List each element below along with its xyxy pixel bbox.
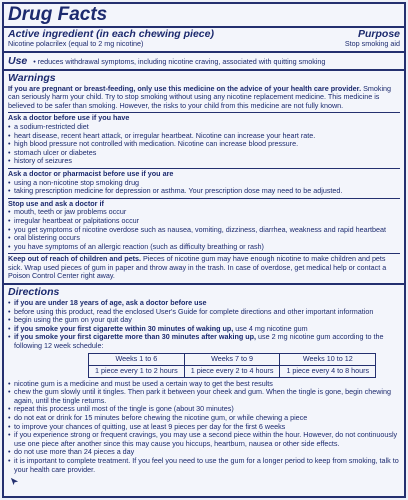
stop-use-heading: Stop use and ask a doctor if (8, 198, 104, 208)
directions-list-before (8, 299, 400, 351)
directions-section (4, 298, 404, 476)
list-item: • chew the gum slowly until it tingles. Then park it between your cheek and gum. When the tingle is gone, begin chewing again, until the tingle returns. (8, 388, 400, 405)
pregnancy-text: Smoking can seriously harm your child. Try to stop smoking without using any nicotine replacement medicine. This medicine is believed to be safer than smoking. However, the risks to your child from this medicine are not fully known. (8, 83, 392, 110)
list-item (8, 333, 400, 350)
arrow-pointer-icon (10, 477, 19, 488)
list-item-bold: if you smoke your first cigarette more than 30 minutes after waking up, (14, 332, 257, 342)
page-title: Drug Facts (8, 4, 108, 25)
list-item: • a sodium-restricted diet (8, 123, 400, 132)
use-heading: Use (8, 54, 28, 67)
list-item: • it is important to complete treatment. If you feel you need to use the gum for a longer period to keep from smoking, talk to your health care provider. (8, 457, 400, 474)
list-item-text: before using this product, read the enclosed User's Guide for complete directions and other important information (14, 306, 374, 316)
active-ingredient-row (4, 40, 404, 51)
list-item: • if you experience strong or frequent cravings, you may use a second piece within the hour. However, do not continuously use one piece after another since this may cause you hiccups, heartburn, nausea or other side effects. (8, 431, 400, 448)
list-item: • do not eat or drink for 15 minutes before chewing the nicotine gum, or while chewing a piece (8, 414, 400, 423)
ingredient-text: Nicotine polacrilex (equal to 2 mg nicotine) (8, 39, 144, 48)
list-item: • high blood pressure not controlled with medication. Nicotine can increase blood pressure. (8, 140, 400, 149)
list-item: • nicotine gum is a medicine and must be used a certain way to get the best results (8, 380, 400, 389)
keep-text: Pieces of nicotine gum may have enough nicotine to make children and pets sick. Wrap used pieces of gum in paper and throw away in the trash. In case of overdose, get medical help or contact a Poison Control Center right away. (8, 254, 387, 281)
list-item: • mouth, teeth or jaw problems occur (8, 208, 400, 217)
list-item: • irregular heartbeat or palpitations occur (8, 217, 400, 226)
schedule-header-row (89, 353, 376, 365)
stop-use-section (4, 199, 404, 254)
schedule-header-cell: Weeks 7 to 9 (184, 353, 280, 365)
pregnancy-warning (4, 84, 404, 113)
schedule-value-cell: 1 piece every 2 to 4 hours (184, 365, 280, 377)
stop-use-list (8, 208, 400, 251)
active-ingredient-heading: Active ingredient (in each chewing piece) (8, 28, 214, 40)
list-item: • taking prescription medicine for depression or asthma. Your prescription dose may need to be adjusted. (8, 187, 400, 196)
list-item: • heart disease, recent heart attack, or irregular heartbeat. Nicotine can increase your heart rate. (8, 132, 400, 141)
directions-heading: Directions (8, 286, 60, 299)
list-item: • to improve your chances of quitting, use at least 9 pieces per day for the first 6 weeks (8, 423, 400, 432)
list-item: • stomach ulcer or diabetes (8, 149, 400, 158)
list-item: • you have symptoms of an allergic reaction (such as difficulty breathing or rash) (8, 243, 400, 252)
ask-doctor-list (8, 123, 400, 166)
list-item-text: use 2 mg nicotine gum according to the following 12 week schedule: (14, 332, 384, 351)
ask-doctor-heading: Ask a doctor before use if you have (8, 113, 130, 123)
use-text: • reduces withdrawal symptoms, including nicotine craving, associated with quitting smoking (33, 56, 326, 66)
keep-out-of-reach (4, 254, 404, 283)
list-item: • history of seizures (8, 157, 400, 166)
ask-pharmacist-heading: Ask a doctor or pharmacist before use if you are (8, 168, 174, 178)
warnings-heading: Warnings (8, 71, 56, 84)
purpose-heading: Purpose (357, 28, 400, 40)
drug-facts-panel (2, 2, 406, 498)
pregnancy-bold: If you are pregnant or breast-feeding, only use this medicine on the advice of your health care provider. (8, 83, 362, 93)
ask-doctor-section (4, 113, 404, 168)
list-item: • you get symptoms of nicotine overdose such as nausea, vomiting, dizziness, diarrhea, weakness and rapid heartbeat (8, 226, 400, 235)
list-item: • repeat this process until most of the tingle is gone (about 30 minutes) (8, 405, 400, 414)
list-item-text: use 4 mg nicotine gum (233, 323, 308, 333)
list-item-bold: if you are under 18 years of age, ask a doctor before use (14, 298, 207, 308)
purpose-text: Stop smoking aid (344, 39, 400, 48)
schedule-header-cell: Weeks 10 to 12 (280, 353, 376, 365)
list-item-text: begin using the gum on your quit day (14, 315, 132, 325)
list-item: • do not use more than 24 pieces a day (8, 448, 400, 457)
list-item: • using a non-nicotine stop smoking drug (8, 179, 400, 188)
list-item: • oral blistering occurs (8, 234, 400, 243)
schedule-value-row (89, 365, 376, 377)
directions-list-after (8, 380, 400, 475)
schedule-header-cell: Weeks 1 to 6 (89, 353, 185, 365)
ask-pharmacist-section (4, 169, 404, 198)
keep-bold: Keep out of reach of children and pets. (8, 254, 141, 264)
use-text-body: reduces withdrawal symptoms, including nicotine craving, associated with quitting smoking (37, 56, 326, 66)
schedule-value-cell: 1 piece every 4 to 8 hours (280, 365, 376, 377)
dosing-schedule-table (88, 353, 376, 378)
ask-pharmacist-list (8, 179, 400, 196)
list-item-bold: if you smoke your first cigarette within 30 minutes of waking up, (14, 323, 234, 333)
use-section (4, 53, 404, 69)
schedule-value-cell: 1 piece every 1 to 2 hours (89, 365, 185, 377)
